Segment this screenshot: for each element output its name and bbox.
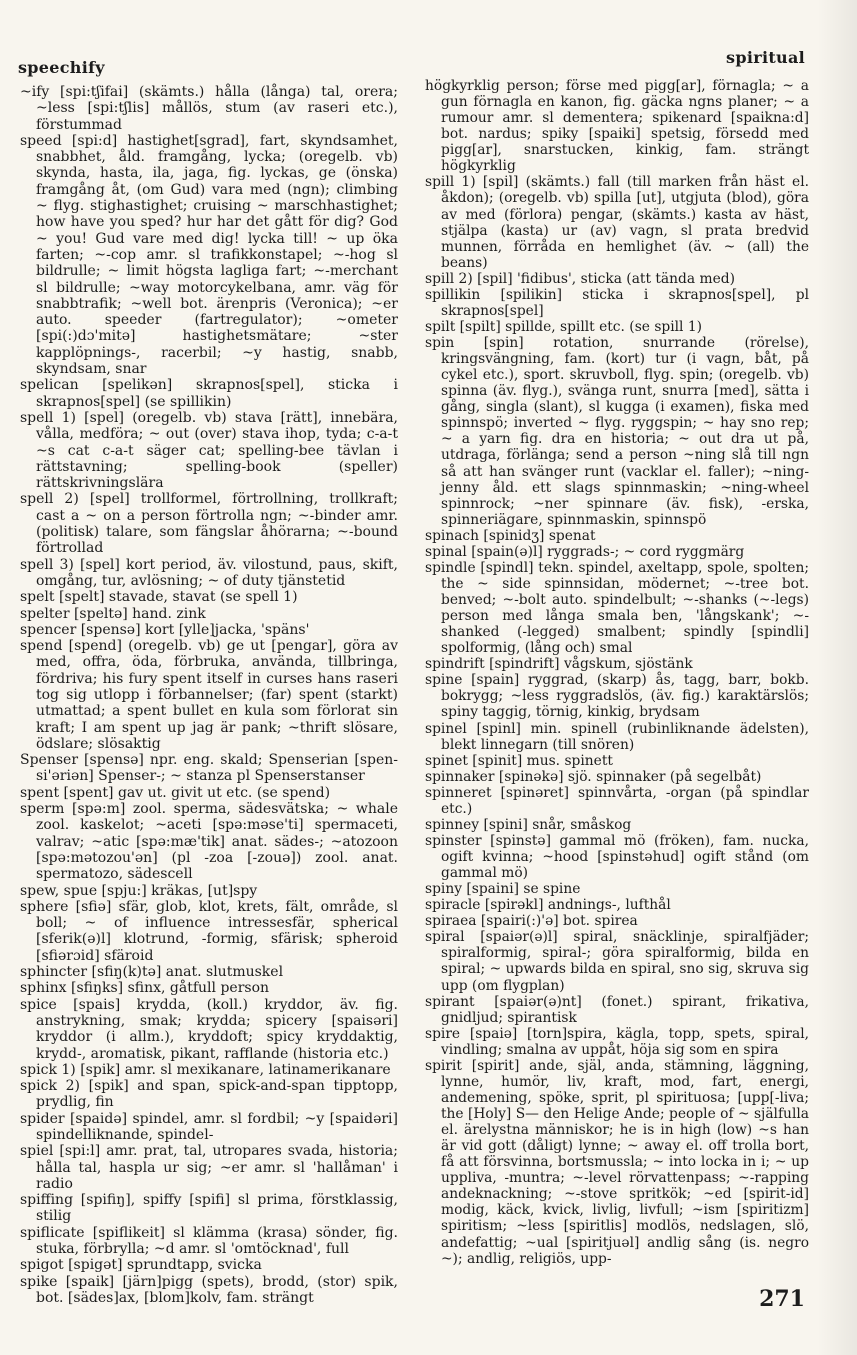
running-head-right: spiritual bbox=[726, 48, 805, 67]
dictionary-entry: spell 3) [spel] kort period, äv. vilostund, paus, skift, omgång, tur, avlösning; ~ of duty tjänstetid bbox=[20, 556, 398, 589]
dictionary-entry: spew, spue [spju:] kräkas, [ut]spy bbox=[20, 882, 258, 899]
dictionary-entry: ~ify [spi:tʃifai] (skämts.) hålla (långa) tal, orera; ~less [spi:tʃlis] mållös, stum (av raseri etc.), förstummad bbox=[20, 84, 398, 133]
dictionary-entry: högkyrklig person; förse med pigg[ar], förnagla; ~ a gun förnagla en kanon, fig. gäcka ngns planer; ~ a rumour amr. sl dementera; spikenard [spaikna:d] bot. nardus; spiky [spaiki] spetsig, försedd med pigg[ar], snarstucken, kinkig, fam. strängt högkyrklig bbox=[425, 78, 809, 175]
dictionary-entry: spirit [spirit] ande, själ, anda, stämning, läggning, lynne, humör, liv, kraft, mod, fart, energi, andemening, spöke, sprit, pl spirituosa; [upp[-liva; the [Holy] S— den Helige Ande; people of ~ själfulla el. ärelystna människor; he is in high (low) ~s han är vid gott (dåligt) lynne; ~ away el. off trolla bort, få att försvinna, bortsmussla; ~ into locka in i; ~ up uppliva, -muntra; ~-level rörvattenpass; ~-rapping andeknackning; ~-stove spritkök; ~ed [spirit-id] modig, käck, kvick, livlig, livfull; ~ism [spiritizm] spiritism; ~less [spiritlis] modlös, nedslagen, slö, andefattig; ~ual [spiritjuəl] andlig sång (is. negro ~); andlig, religiös, upp- bbox=[425, 1057, 809, 1267]
dictionary-entry: spinet [spinit] mus. spinett bbox=[425, 752, 613, 769]
dictionary-entry: spinster [spinstə] gammal mö (fröken), fam. nucka, ogift kvinna; ~hood [spinstəhud] ogift stånd (om gammal mö) bbox=[425, 832, 809, 882]
dictionary-entry: sphere [sfiə] sfär, glob, klot, krets, fält, område, sl boll; ~ of influence intressesfär, spherical [sferik(ə)l] klotrund, -formig, sfärisk; spheroid [sfiərɔid] sfäroid bbox=[20, 898, 398, 964]
dictionary-entry: spine [spain] ryggrad, (skarp) ås, tagg, barr, bokb. bokrygg; ~less ryggradslös, (äv. fig.) karaktärslös; spiny taggig, törnig, kinkig, brydsam bbox=[425, 672, 809, 721]
dictionary-entry: spiel [spi:l] amr. prat, tal, utropares svada, historia; hålla tal, haspla ur sig; ~er amr. sl 'hallåman' i radio bbox=[20, 1143, 398, 1192]
dictionary-entry: spindle [spindl] tekn. spindel, axeltapp, spole, spolten; the ~ side spinnsidan, mödernet; ~-tree bot. benved; ~-bolt auto. spindelbult; ~-shanks (~-legs) person med långa smala ben, 'långskank'; ~-shanked (-legged) smalbent; spindly [spindli] spolformig, (lång och) smal bbox=[425, 559, 809, 657]
dictionary-entry: sphinx [sfiŋks] sfinx, gåtfull person bbox=[20, 980, 270, 997]
dictionary-entry: spindrift [spindrift] vågskum, sjöstänk bbox=[425, 656, 693, 673]
dictionary-entry: Spenser [spensə] npr. eng. skald; Spenserian [spen-si'əriən] Spenser-; ~ stanza pl Spenserstanser bbox=[20, 752, 398, 785]
dictionary-entry: spike [spaik] [järn]pigg (spets), brodd, (stor) spik, bot. [sädes]ax, [blom]kolv, fam. strängt bbox=[20, 1273, 398, 1306]
dictionary-entry: spinach [spinidʒ] spenat bbox=[425, 527, 596, 544]
dictionary-entry: spelican [spelikən] skrapnos[spel], sticka i skrapnos[spel] (se spillikin) bbox=[20, 377, 398, 410]
dictionary-entry: spider [spaidə] spindel, amr. sl fordbil; ~y [spaidəri] spindelliknande, spindel- bbox=[20, 1110, 398, 1143]
dictionary-entry: spinel [spinl] min. spinell (rubinliknande ädelsten), blekt linnegarn (till snören) bbox=[425, 720, 809, 753]
dictionary-entry: spire [spaiə] [torn]spira, kägla, topp, spets, spiral, vindling; smalna av uppåt, höja sig som en spira bbox=[425, 1025, 809, 1058]
dictionary-entry: spick 2) [spik] and span, spick-and-span tipptopp, prydlig, fin bbox=[20, 1078, 398, 1111]
dictionary-entry: spilt [spilt] spillde, spillt etc. (se spill 1) bbox=[425, 318, 703, 335]
dictionary-entry: speed [spi:d] hastighet[sgrad], fart, skyndsamhet, snabbhet, åld. framgång, lycka; (oregelb. vb) skynda, hasta, ila, jaga, fig. lyckas, ge (önska) framgång åt, (om Gud) vara med (ngn); climbing ~ flyg. stighastighet; cruising ~ marschhastighet; how have you sped? hur har det gått för dig? God ~ you! Gud vare med dig! lycka till! ~ up öka farten; ~-cop amr. sl trafikkonstapel; ~-hog sl bildrulle; ~ limit högsta lagliga fart; ~-merchant sl bildrulle; ~way motorcykelbana, amr. väg för snabbtrafik; ~well bot. ärenpris (Veronica); ~er auto. speeder (fartregulator); ~ometer [spi(:)dɔ'mitə] hastighetsmätare; ~ster kapplöpnings-, racerbil; ~y hastig, snabb, skyndsam, snar bbox=[20, 132, 398, 378]
dictionary-entry: spinal [spain(ə)l] ryggrads-; ~ cord ryggmärg bbox=[425, 543, 745, 560]
dictionary-entry: spigot [spigət] sprundtapp, svicka bbox=[20, 1257, 262, 1274]
running-head-left: speechify bbox=[18, 58, 105, 77]
dictionary-entry: spill 2) [spil] 'fidibus', sticka (att tända med) bbox=[425, 270, 735, 287]
dictionary-entry: spelter [speltə] hand. zink bbox=[20, 605, 206, 622]
dictionary-entry: spiffing [spifiŋ], spiffy [spifi] sl prima, förstklassig, stilig bbox=[20, 1192, 398, 1225]
dictionary-entry: spin [spin] rotation, snurrande (rörelse), kringsvängning, fam. (kort) tur (i vagn, båt, på cykel etc.), sport. skruvboll, flyg. spin; (oregelb. vb) spinna (äv. flyg.), svänga runt, snurra [med], sätta i gång, singla (slant), sl kugga (i examen), fiska med spinnspö; inverted ~ flyg. ryggspin; ~ hay sno rep; ~ a yarn fig. dra en historia; ~ out dra ut på, utdraga, förlänga; send a person ~ning slå till ngn så att han svänger runt (vacklar el. faller); ~ning-jenny åld. ett slags spinnmaskin; ~ning-wheel spinnrock; ~ner spinnare (äv. fisk), -erska, spinneriägare, spinnmaskin, spinnspö bbox=[425, 335, 809, 528]
dictionary-entry: spiny [spaini] se spine bbox=[425, 881, 581, 898]
dictionary-entry: spiraea [spairi(:)'ə] bot. spirea bbox=[425, 913, 638, 930]
right-column bbox=[425, 78, 809, 1267]
dictionary-entry: spelt [spelt] stavade, stavat (se spell 1) bbox=[20, 589, 298, 606]
page-edge-shadow bbox=[817, 0, 857, 1355]
left-column bbox=[20, 84, 398, 1306]
dictionary-entry: spent [spent] gav ut. givit ut etc. (se spend) bbox=[20, 784, 331, 801]
dictionary-entry: spinney [spini] snår, småskog bbox=[425, 816, 632, 833]
dictionary-entry: spick 1) [spik] amr. sl mexikanare, latinamerikanare bbox=[20, 1061, 391, 1078]
dictionary-entry: spill 1) [spil] (skämts.) fall (till marken från häst el. åkdon); (oregelb. vb) spilla [ut], utgjuta (blod), göra av med (förlora) pengar, (skämts.) kasta av häst, stjälpa (kasta) ur (av) vagn, sl prata bredvid munnen, förråda en hemlighet (äv. ~ (all) the beans) bbox=[425, 174, 809, 271]
dictionary-entry: sphincter [sfiŋ(k)tə] anat. slutmuskel bbox=[20, 964, 284, 981]
dictionary-entry: sperm [spə:m] zool. sperma, sädesvätska; ~ whale zool. kaskelot; ~aceti [spə:məse'ti] spermaceti, valrav; ~atic [spə:mæ'tik] anat. sädes-; ~atozoon [spə:mətozou'ən] (pl -zoa [-zouə]) zool. anat. spermatozo, sädescell bbox=[20, 801, 398, 883]
dictionary-entry: spinnaker [spinəkə] sjö. spinnaker (på segelbåt) bbox=[425, 768, 762, 785]
dictionary-entry: spice [spais] krydda, (koll.) kryddor, äv. fig. anstrykning, smak; krydda; spicery [spaisəri] kryddor (i allm.), kryddoft; spicy kryddaktig, krydd-, aromatisk, pikant, rafflande (historia etc.) bbox=[20, 996, 398, 1062]
dictionary-entry: spinneret [spinəret] spinnvårta, -organ (på spindlar etc.) bbox=[425, 784, 809, 817]
page-number: 271 bbox=[759, 1286, 805, 1312]
dictionary-entry: spell 1) [spel] (oregelb. vb) stava [rätt], innebära, vålla, medföra; ~ out (over) stava ihop, tyda; c-a-t ~s cat c-a-t säger cat; spelling-bee tävlan i rättstavning; spelling-book (speller) rättskrivningslära bbox=[20, 409, 398, 492]
dictionary-entry: spencer [spensə] kort [ylle]jacka, 'späns' bbox=[20, 621, 310, 638]
dictionary-entry: spend [spend] (oregelb. vb) ge ut [pengar], göra av med, offra, öda, förbruka, använda, tillbringa, fördriva; his fury spent itself in curses hans raseri tog sig utlopp i förbannelser; (far) spent (starkt) utmattad; a spent bullet en kula som förlorat sin kraft; I am spent up jag är pank; ~thrift slösare, ödslare; slösaktig bbox=[20, 638, 398, 752]
dictionary-entry: spell 2) [spel] trollformel, förtrollning, trollkraft; cast a ~ on a person förtrolla ngn; ~-binder amr. (politisk) talare, som fängslar åhörarna; ~-bound förtrollad bbox=[20, 491, 398, 557]
dictionary-entry: spiral [spaiər(ə)l] spiral, snäcklinje, spiralfjäder; spiralformig, spiral-; göra spiralformig, bilda en spiral; ~ upwards bilda en spiral, sno sig, skruva sig upp (om flygplan) bbox=[425, 929, 809, 994]
dictionary-entry: spillikin [spilikin] sticka i skrapnos[spel], pl skrapnos[spel] bbox=[425, 286, 809, 319]
dictionary-entry: spiracle [spirəkl] andnings-, lufthål bbox=[425, 897, 671, 914]
dictionary-entry: spirant [spaiər(ə)nt] (fonet.) spirant, frikativa, gnidljud; spirantisk bbox=[425, 993, 809, 1026]
dictionary-entry: spiflicate [spiflikeit] sl klämma (krasa) sönder, fig. stuka, förbrylla; ~d amr. sl 'omtöcknad', full bbox=[20, 1224, 398, 1258]
